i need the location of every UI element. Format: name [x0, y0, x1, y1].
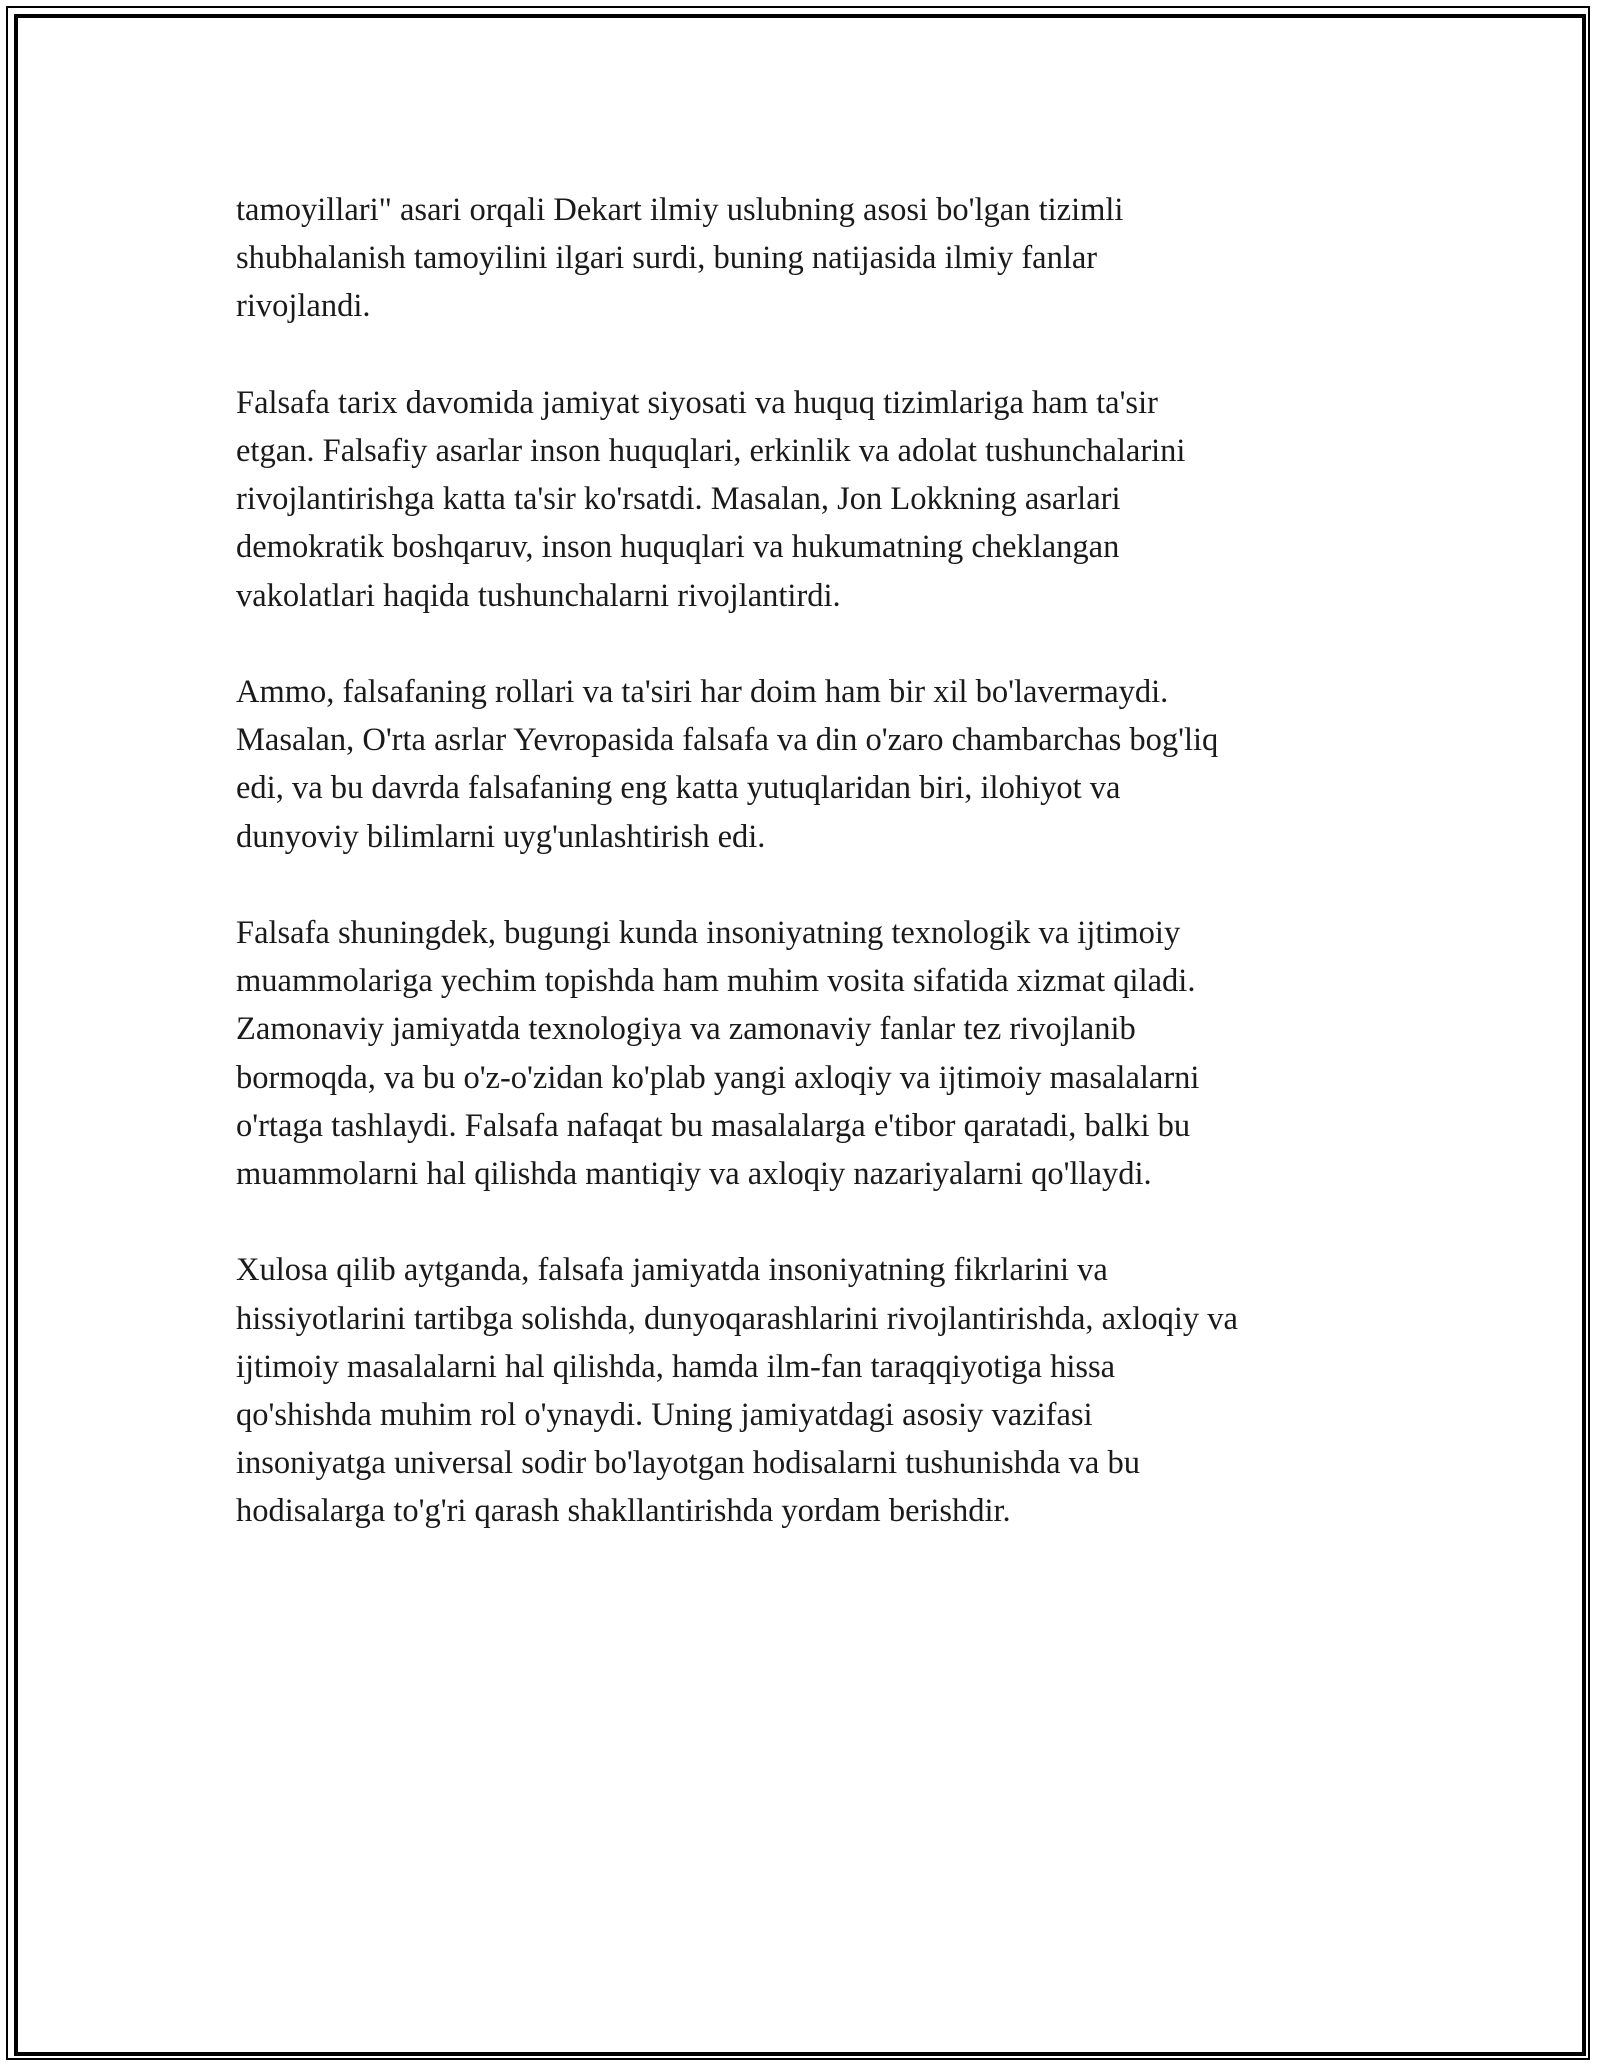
- text-line: rivojlantirishga katta ta'sir ko'rsatdi. Masalan, Jon Lokkning asarlari: [236, 481, 1121, 518]
- paragraph-3: [236, 668, 1396, 861]
- text-line: vakolatlari haqida tushunchalarni rivojlantirdi.: [236, 577, 841, 614]
- document-body: [236, 186, 1396, 1584]
- paragraph-1: [236, 186, 1396, 331]
- text-line: Masalan, O'rta asrlar Yevropasida falsafa va din o'zaro chambarchas bog'liq: [236, 722, 1219, 759]
- text-line: ijtimoiy masalalarni hal qilishda, hamda ilm-fan taraqqiyotiga hissa: [236, 1348, 1116, 1385]
- text-line: Xulosa qilib aytganda, falsafa jamiyatda insoniyatning fikrlarini va: [236, 1252, 1108, 1289]
- text-line: dunyoviy bilimlarni uyg'unlashtirish edi.: [236, 818, 766, 855]
- paragraph-5: [236, 1246, 1396, 1535]
- text-line: Zamonaviy jamiyatda texnologiya va zamonaviy fanlar tez rivojlanib: [236, 1011, 1136, 1048]
- text-line: bormoqda, va bu o'z-o'zidan ko'plab yangi axloqiy va ijtimoiy masalalarni: [236, 1059, 1200, 1096]
- text-line: edi, va bu davrda falsafaning eng katta yutuqlaridan biri, ilohiyot va: [236, 770, 1121, 807]
- paragraph-4: [236, 909, 1396, 1198]
- text-line: hodisalarga to'g'ri qarash shakllantirishda yordam berishdir.: [236, 1493, 1011, 1530]
- text-line: tamoyillari" asari orqali Dekart ilmiy uslubning asosi bo'lgan tizimli: [236, 192, 1124, 228]
- text-line: muammolariga yechim topishda ham muhim vosita sifatida xizmat qiladi.: [236, 963, 1196, 1000]
- text-line: etgan. Falsafiy asarlar inson huquqlari, erkinlik va adolat tushunchalarini: [236, 433, 1186, 469]
- text-line: muammolarni hal qilishda mantiqiy va axloqiy nazariyalarni qo'llaydi.: [236, 1156, 1152, 1193]
- text-line: Ammo, falsafaning rollari va ta'siri har doim ham bir xil bo'lavermaydi.: [236, 674, 1169, 710]
- text-line: demokratik boshqaruv, inson huquqlari va hukumatning cheklangan: [236, 529, 1120, 566]
- paragraph-2: [236, 379, 1396, 620]
- text-line: o'rtaga tashlaydi. Falsafa nafaqat bu masalalarga e'tibor qaratadi, balki bu: [236, 1107, 1191, 1144]
- text-line: hissiyotlarini tartibga solishda, dunyoqarashlarini rivojlantirishda, axloqiy va: [236, 1300, 1238, 1337]
- text-line: Falsafa tarix davomida jamiyat siyosati va huquq tizimlariga ham ta'sir: [236, 384, 1158, 421]
- text-line: shubhalanish tamoyilini ilgari surdi, buning natijasida ilmiy fanlar: [236, 240, 1098, 277]
- text-line: insoniyatga universal sodir bo'layotgan hodisalarni tushunishda va bu: [236, 1445, 1140, 1482]
- text-line: qo'shishda muhim rol o'ynaydi. Uning jamiyatdagi asosiy vazifasi: [236, 1397, 1093, 1434]
- text-line: rivojlandi.: [236, 288, 371, 325]
- text-line: Falsafa shuningdek, bugungi kunda insoniyatning texnologik va ijtimoiy: [236, 915, 1181, 951]
